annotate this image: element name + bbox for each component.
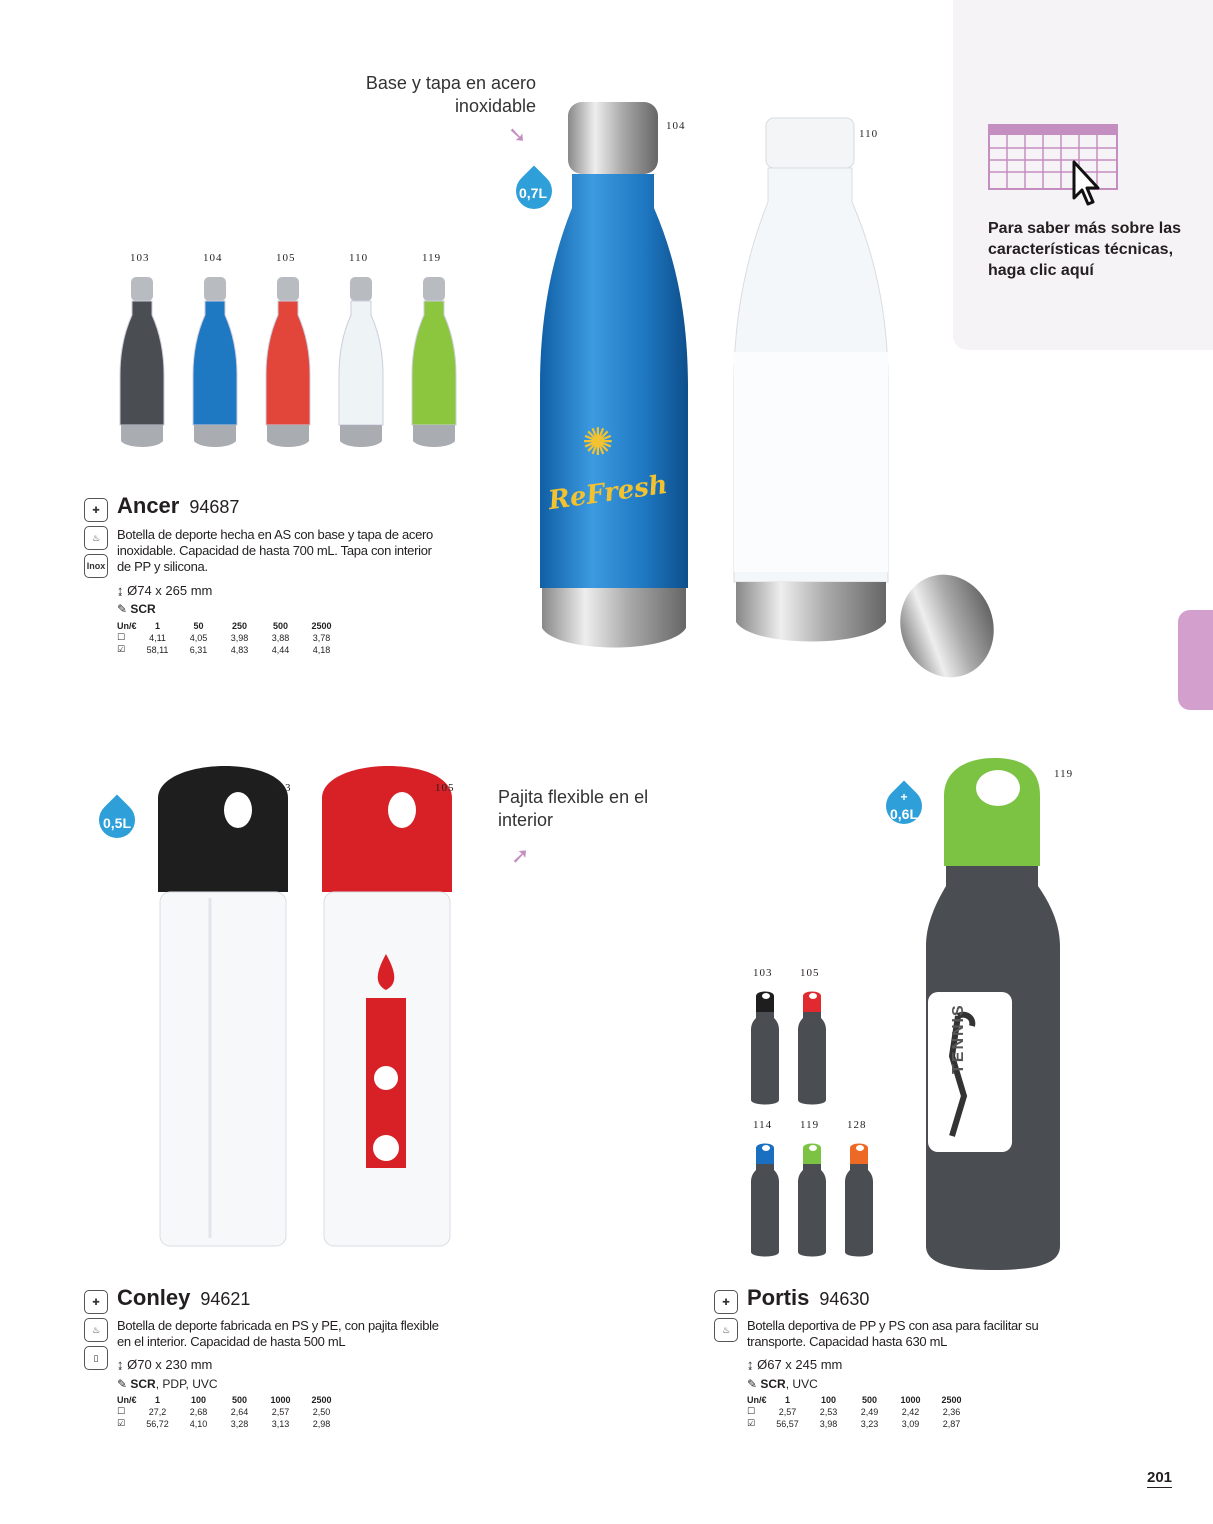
price-header-cell: 2500 (311, 1395, 332, 1405)
price-cell: 2,57 (778, 1406, 797, 1417)
product-dimensions (117, 583, 212, 598)
price-cell: 2,98 (312, 1418, 331, 1429)
portis-variant-bottle[interactable] (842, 1140, 876, 1264)
price-cell: 3,13 (271, 1418, 290, 1429)
conley-bottle-red (316, 758, 466, 1258)
color-code: 103 (130, 252, 150, 264)
conley-bottle-black (150, 758, 300, 1258)
hand-wash-icon: ♨ (714, 1318, 738, 1342)
price-row (747, 1406, 972, 1418)
price-cell: 4,11 (149, 632, 166, 643)
product-title (117, 493, 239, 519)
printed-icon: ☑ (117, 644, 126, 654)
section-tab[interactable] (1178, 610, 1213, 710)
color-code: 104 (666, 120, 686, 132)
ancer-variant-bottle[interactable] (190, 275, 240, 455)
info-panel-text[interactable]: Para saber más sobre las características técnicas, haga clic aquí (988, 220, 1182, 279)
ancer-feature-icons (84, 498, 110, 582)
ancer-variant-bottle[interactable] (409, 275, 459, 455)
bottle-print-text: ReFresh (546, 469, 670, 517)
pineapple-icon: ✺ (582, 422, 614, 464)
price-cell: 3,98 (819, 1418, 838, 1429)
capacity-label: 0,7L (518, 185, 547, 201)
bottle-icon: ▯ (84, 1346, 108, 1370)
height-icon: ↨ (747, 1357, 758, 1372)
price-header-row (117, 1395, 342, 1406)
product-dimensions (117, 1357, 212, 1372)
color-code: 114 (753, 1119, 773, 1131)
price-cell: 4,05 (189, 632, 208, 643)
price-cell: 58,11 (146, 644, 169, 655)
price-cell: 3,23 (860, 1418, 879, 1429)
price-cell: 56,72 (146, 1418, 169, 1429)
price-cell: 2,50 (312, 1406, 331, 1417)
product-ref: 94630 (819, 1289, 870, 1309)
technique-main: SCR (760, 1377, 786, 1391)
price-cell: 3,28 (230, 1418, 249, 1429)
price-cell: 4,10 (189, 1418, 208, 1429)
unprinted-icon: ☐ (747, 1406, 756, 1416)
price-cell: 2,64 (230, 1406, 249, 1417)
price-header-row (117, 621, 342, 632)
dimensions-value: Ø74 x 265 mm (127, 583, 213, 598)
product-dimensions (747, 1357, 842, 1372)
price-header-cell: 250 (231, 621, 248, 631)
color-code: 105 (800, 967, 820, 979)
price-header-cell: Un/€ (117, 621, 137, 631)
price-row (117, 1406, 342, 1418)
portis-variant-bottle[interactable] (795, 988, 829, 1112)
technique-rest: , PDP, UVC (155, 1377, 218, 1391)
unprinted-icon: ☐ (117, 632, 126, 642)
price-row (117, 1418, 342, 1430)
technique-rest: , UVC (785, 1377, 818, 1391)
price-table (747, 1395, 972, 1430)
brush-icon: ✎ (747, 1377, 761, 1391)
price-cell: 56,57 (776, 1418, 799, 1429)
product-title (747, 1285, 869, 1311)
price-header-cell: 2500 (311, 621, 332, 631)
color-code: 110 (349, 252, 369, 264)
conley-feature-icons (84, 1290, 110, 1374)
table-click-icon[interactable] (988, 124, 1128, 214)
price-header-cell: 1000 (900, 1395, 921, 1405)
ancer-bottle-clear (722, 112, 902, 662)
print-technique (117, 1377, 218, 1391)
printed-icon: ☑ (117, 1418, 126, 1428)
price-table (117, 621, 342, 656)
color-code: 119 (422, 252, 442, 264)
arrow-down-left-icon: ➚ (511, 843, 530, 868)
ancer-variant-bottle[interactable] (263, 275, 313, 455)
price-cell: 4,44 (271, 644, 290, 655)
ancer-variant-bottle[interactable] (336, 275, 386, 455)
print-technique (747, 1377, 818, 1391)
color-code: 128 (847, 1119, 867, 1131)
printed-icon: ☑ (747, 1418, 756, 1428)
price-cell: 2,68 (189, 1406, 208, 1417)
dimensions-value: Ø67 x 245 mm (757, 1357, 843, 1372)
portis-variant-bottle[interactable] (748, 988, 782, 1112)
price-header-cell: 500 (231, 1395, 248, 1405)
price-header-row (747, 1395, 972, 1406)
color-code: 103 (272, 782, 292, 794)
food-safe-icon: ✚ (84, 1290, 108, 1314)
portis-feature-icons (714, 1290, 740, 1346)
price-header-cell: 500 (272, 621, 289, 631)
product-ref: 94621 (200, 1289, 251, 1309)
product-ref: 94687 (189, 497, 240, 517)
price-header-cell: 100 (820, 1395, 837, 1405)
price-header-cell: 1000 (270, 1395, 291, 1405)
price-header-cell: 500 (861, 1395, 878, 1405)
product-name: Portis (747, 1285, 810, 1310)
price-row (747, 1418, 972, 1430)
technique-main: SCR (130, 1377, 156, 1391)
price-cell: 2,42 (901, 1406, 920, 1417)
ancer-variant-bottle[interactable] (117, 275, 167, 455)
price-cell: 2,49 (860, 1406, 879, 1417)
color-code: 103 (753, 967, 773, 979)
price-table (117, 1395, 342, 1430)
inox-icon: Inox (84, 554, 108, 578)
color-code: 110 (859, 128, 879, 140)
dimensions-value: Ø70 x 230 mm (127, 1357, 213, 1372)
price-header-cell: Un/€ (747, 1395, 767, 1405)
height-icon: ↨ (117, 583, 128, 598)
color-code: 105 (435, 782, 455, 794)
price-cell: 2,53 (819, 1406, 838, 1417)
price-cell: 6,31 (189, 644, 208, 655)
hand-wash-icon: ♨ (84, 526, 108, 550)
price-cell: 2,36 (942, 1406, 961, 1417)
technique-main: SCR (130, 602, 156, 616)
callout-conley: Pajita flexible en el interior (498, 787, 649, 830)
price-row (117, 644, 342, 656)
hand-wash-icon: ♨ (84, 1318, 108, 1342)
unprinted-icon: ☐ (117, 1406, 126, 1416)
height-icon: ↨ (117, 1357, 128, 1372)
print-technique (117, 602, 156, 616)
color-code: 119 (1054, 768, 1074, 780)
product-description: Botella deportiva de PP y PS con asa para facilitar su transporte. Capacidad hasta 630 mL (747, 1318, 1039, 1349)
price-header-cell: 1 (154, 1395, 160, 1405)
price-header-cell: Un/€ (117, 1395, 137, 1405)
brush-icon: ✎ (117, 602, 131, 616)
capacity-prefix: + (900, 790, 908, 804)
steel-lid (892, 568, 1002, 688)
callout-ancer: Base y tapa en acero inoxidable (365, 73, 536, 116)
price-cell: 2,87 (942, 1418, 961, 1429)
portis-variant-bottle[interactable] (748, 1140, 782, 1264)
color-code: 119 (800, 1119, 820, 1131)
food-safe-icon: ✚ (714, 1290, 738, 1314)
product-description: Botella de deporte hecha en AS con base y tapa de acero inoxidable. Capacidad de hasta 700 mL. Tapa con interior de PP y silicona. (117, 527, 433, 574)
food-safe-icon: ✚ (84, 498, 108, 522)
price-cell: 4,18 (312, 644, 331, 655)
portis-variant-bottle[interactable] (795, 1140, 829, 1264)
brush-icon: ✎ (117, 1377, 131, 1391)
page-number: 201 (1147, 1469, 1173, 1486)
price-cell: 3,09 (901, 1418, 920, 1429)
price-cell: 3,78 (312, 632, 331, 643)
price-cell: 2,57 (271, 1406, 290, 1417)
color-code: 104 (203, 252, 223, 264)
portis-bottle-main (922, 756, 1067, 1276)
capacity-label: 0,5L (102, 815, 131, 831)
price-cell: 3,88 (271, 632, 290, 643)
capacity-label: 0,6L (889, 806, 918, 822)
price-row (117, 632, 342, 644)
price-header-cell: 1 (784, 1395, 790, 1405)
price-header-cell: 100 (190, 1395, 207, 1405)
product-name: Ancer (117, 493, 180, 518)
price-cell: 4,83 (230, 644, 249, 655)
price-header-cell: 50 (193, 621, 204, 631)
bottle-print-text: TENNIS (950, 1003, 967, 1074)
price-header-cell: 2500 (941, 1395, 962, 1405)
product-name: Conley (117, 1285, 191, 1310)
color-code: 105 (276, 252, 296, 264)
arrow-down-right-icon: ➘ (508, 122, 527, 147)
price-cell: 3,98 (230, 632, 249, 643)
price-cell: 27,2 (148, 1406, 167, 1417)
product-title (117, 1285, 250, 1311)
ancer-bottle-blue (530, 98, 700, 658)
price-header-cell: 1 (154, 621, 160, 631)
product-description: Botella de deporte fabricada en PS y PE, con pajita flexible en el interior. Capacidad de hasta 500 mL (117, 1318, 439, 1349)
